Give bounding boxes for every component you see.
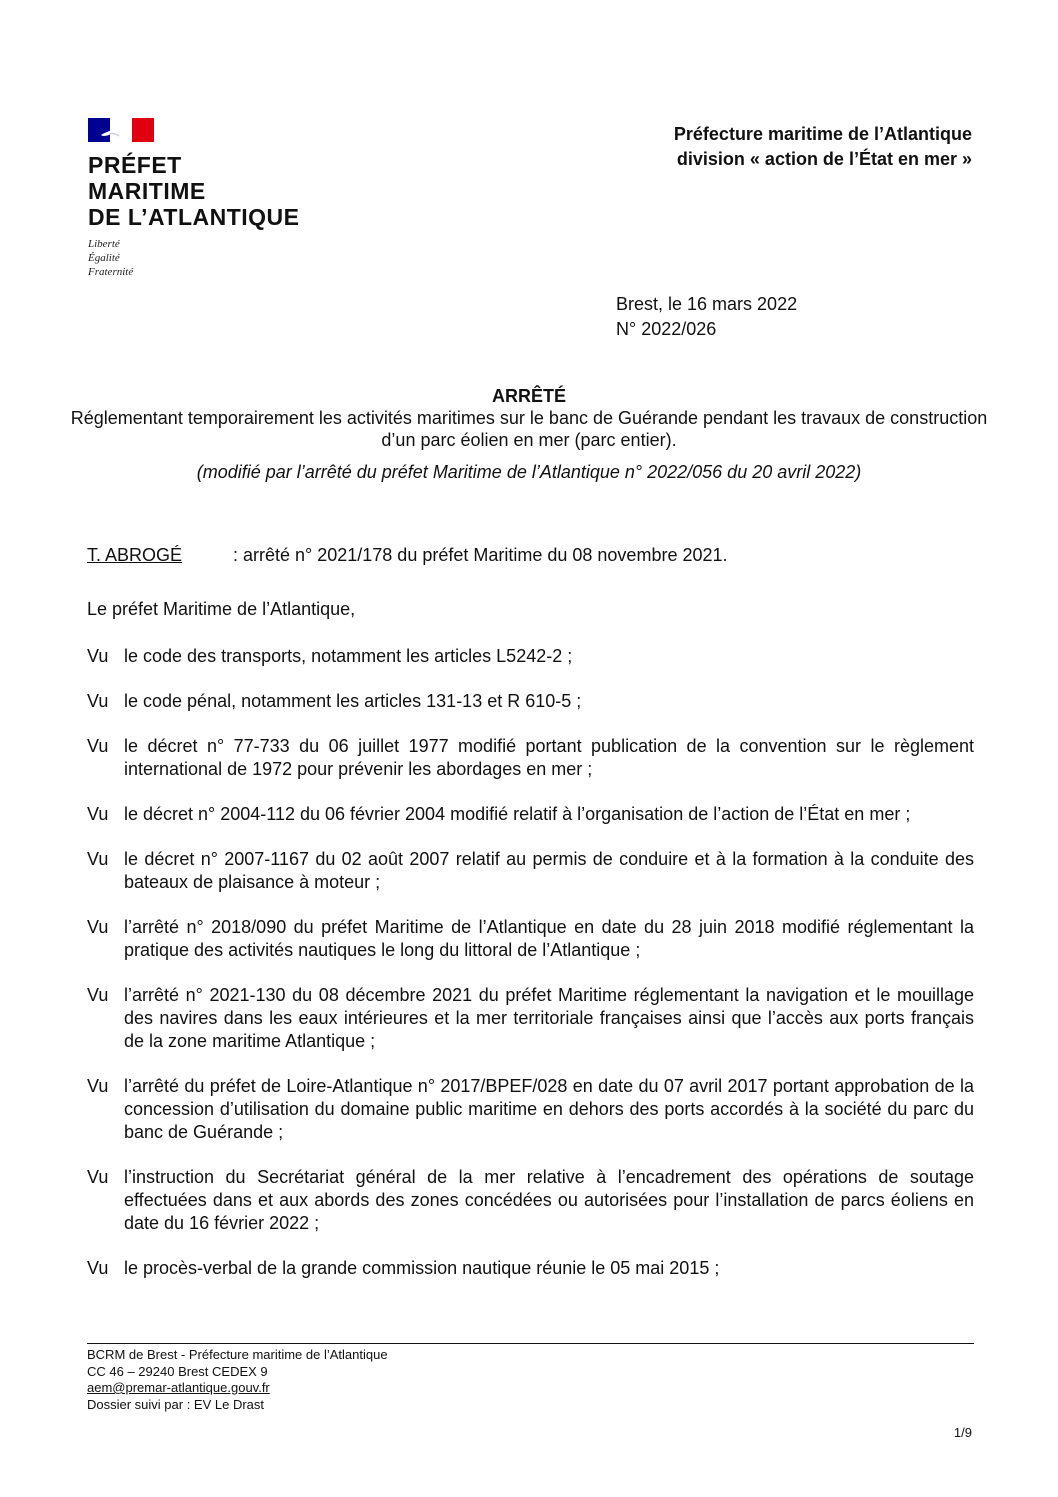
motto-liberte: Liberté bbox=[88, 238, 120, 250]
vu-label: Vu bbox=[87, 646, 109, 666]
tricolor-flag bbox=[88, 118, 154, 142]
vu-text: le code des transports, notamment les articles L5242-2 ; bbox=[124, 646, 573, 666]
vu-label: Vu bbox=[87, 849, 109, 869]
vu-label: Vu bbox=[87, 917, 109, 937]
republic-motto bbox=[88, 237, 300, 279]
vu-text: l’arrêté n° 2018/090 du préfet Maritime de l’Atlantique en date du 28 juin 2018 modifié réglementant la pratique des activités nautiques le long du littoral de l’Atlantique ; bbox=[124, 917, 974, 960]
logo-line-2: MARITIME bbox=[88, 178, 206, 204]
decree-number: N° 2022/026 bbox=[616, 319, 717, 339]
marianne-icon bbox=[97, 121, 127, 139]
vu-item bbox=[87, 984, 974, 1053]
vu-label: Vu bbox=[87, 804, 109, 824]
abrogation-text: : arrêté n° 2021/178 du préfet Maritime du 08 novembre 2021. bbox=[233, 545, 728, 565]
logo-line-3: DE L’ATLANTIQUE bbox=[88, 204, 300, 230]
page-number: 1/9 bbox=[953, 1425, 972, 1440]
vu-list bbox=[87, 645, 974, 1302]
issuing-authority bbox=[674, 122, 972, 172]
abrogation-label: T. ABROGÉ bbox=[87, 545, 183, 565]
vu-item bbox=[87, 848, 974, 894]
vu-text: l’arrêté du préfet de Loire-Atlantique n° 2017/BPEF/028 en date du 07 avril 2017 portant approbation de la concession d’utilisation du domaine public maritime en dehors des ports accordés à la société du parc du banc de Guérande ; bbox=[124, 1076, 974, 1142]
vu-label: Vu bbox=[87, 985, 109, 1005]
intro-line: Le préfet Maritime de l’Atlantique, bbox=[87, 599, 356, 619]
footer bbox=[87, 1347, 388, 1413]
date-reference bbox=[616, 292, 797, 342]
vu-text: le procès-verbal de la grande commission nautique réunie le 05 mai 2015 ; bbox=[124, 1258, 720, 1278]
vu-item bbox=[87, 735, 974, 781]
arrete-subtitle: Réglementant temporairement les activités maritimes sur le banc de Guérande pendant les travaux de construction d’un parc éolien en mer (parc entier). bbox=[70, 408, 988, 450]
vu-item bbox=[87, 1075, 974, 1144]
vu-label: Vu bbox=[87, 736, 109, 756]
vu-text: le décret n° 2004-112 du 06 février 2004 modifié relatif à l’organisation de l’action de l’État en mer ; bbox=[124, 804, 911, 824]
vu-text: le code pénal, notamment les articles 131-13 et R 610-5 ; bbox=[124, 691, 582, 711]
vu-text: l’instruction du Secrétariat général de la mer relative à l’encadrement des opérations de soutage effectuées dans et aux abords des zones concédées ou autorisées pour l’installation de parcs éoliens en date du 16 février 2022 ; bbox=[124, 1167, 974, 1233]
vu-item bbox=[87, 690, 974, 713]
abrogation-line bbox=[87, 544, 728, 566]
footer-address-2: CC 46 – 29240 Brest CEDEX 9 bbox=[87, 1363, 268, 1379]
footer-divider bbox=[87, 1343, 974, 1344]
footer-address-1: BCRM de Brest - Préfecture maritime de l’Atlantique bbox=[87, 1347, 388, 1362]
modification-note: (modifié par l’arrêté du préfet Maritime de l’Atlantique n° 2022/056 du 20 avril 2022) bbox=[196, 462, 862, 482]
vu-item bbox=[87, 1257, 974, 1280]
vu-label: Vu bbox=[87, 691, 109, 711]
footer-contact: Dossier suivi par : EV Le Drast bbox=[87, 1396, 265, 1412]
vu-item bbox=[87, 803, 974, 826]
vu-item bbox=[87, 916, 974, 962]
place-date: Brest, le 16 mars 2022 bbox=[616, 294, 798, 314]
vu-text: le décret n° 2007-1167 du 02 août 2007 relatif au permis de conduire et à la formation à la conduite des bateaux de plaisance à moteur ; bbox=[124, 849, 974, 892]
vu-text: le décret n° 77-733 du 06 juillet 1977 modifié portant publication de la convention sur le règlement international de 1972 pour prévenir les abordages en mer ; bbox=[124, 736, 974, 779]
authority-line-2: division « action de l’État en mer » bbox=[676, 149, 972, 169]
authority-line-1: Préfecture maritime de l’Atlantique bbox=[673, 124, 972, 144]
vu-item bbox=[87, 645, 974, 668]
motto-egalite: Égalité bbox=[88, 252, 120, 264]
logo-title bbox=[88, 152, 300, 230]
vu-label: Vu bbox=[87, 1076, 109, 1096]
arrete-heading: ARRÊTÉ bbox=[491, 386, 566, 406]
vu-label: Vu bbox=[87, 1258, 109, 1278]
decree-title bbox=[60, 385, 998, 483]
logo-line-1: PRÉFET bbox=[88, 152, 182, 178]
vu-text: l’arrêté n° 2021-130 du 08 décembre 2021 du préfet Maritime réglementant la navigation et le mouillage des navires dans les eaux intérieures et la mer territoriale françaises ainsi que l’accès aux ports français de la zone maritime Atlantique ; bbox=[124, 985, 974, 1051]
republic-logo bbox=[88, 118, 300, 279]
vu-label: Vu bbox=[87, 1167, 109, 1187]
footer-email-link[interactable]: aem@premar-atlantique.gouv.fr bbox=[87, 1380, 270, 1395]
motto-fraternite: Fraternité bbox=[88, 266, 134, 278]
vu-item bbox=[87, 1166, 974, 1235]
